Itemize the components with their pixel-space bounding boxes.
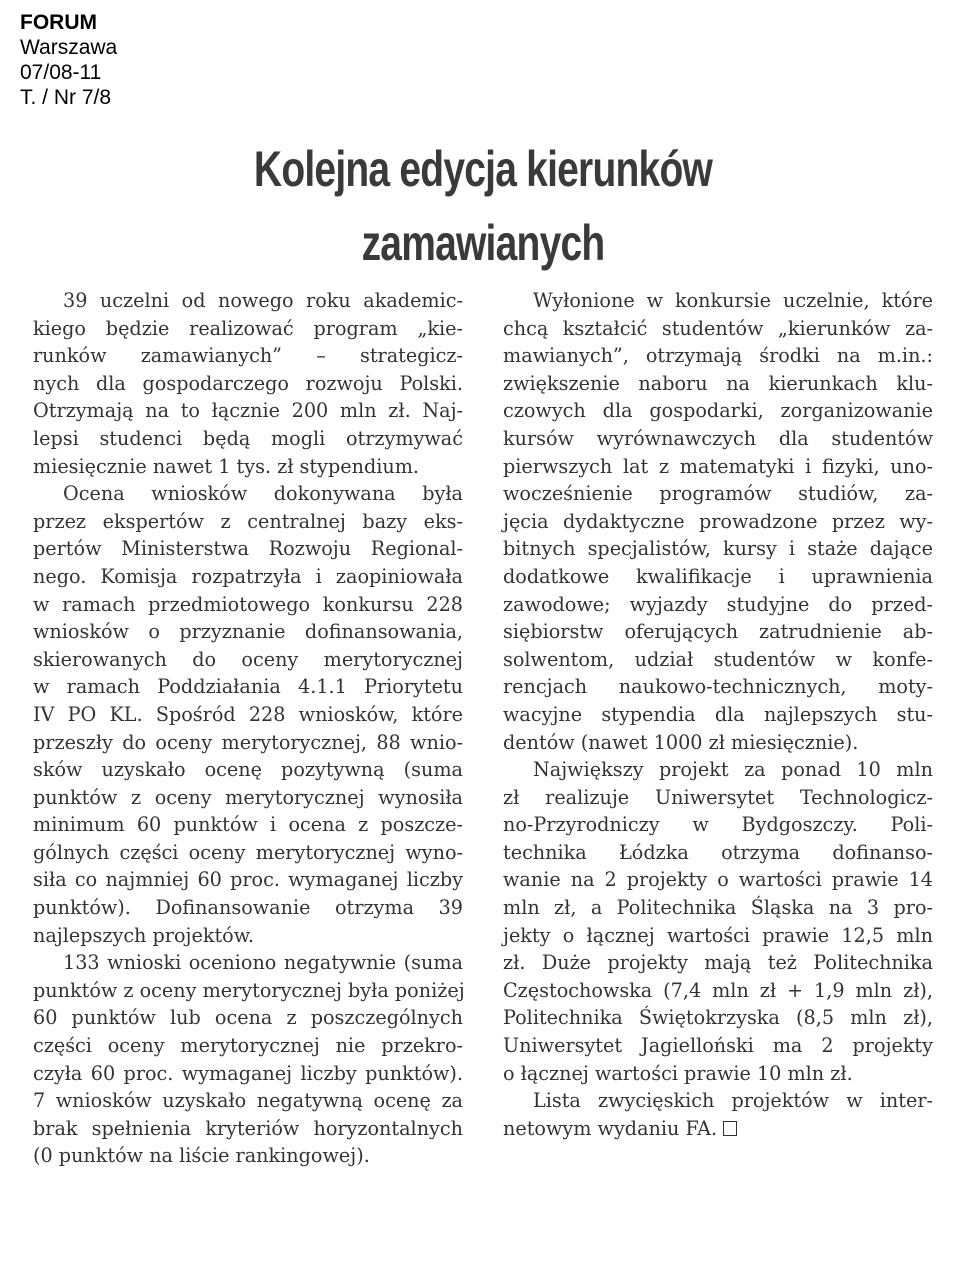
article-paragraph [33,949,463,1170]
text-line: solwentom, udział studentów w konfe- [503,647,933,671]
text-line: punktów z oceny merytorycznej wynosiła [33,785,463,809]
text-line: skierowanych do oceny merytorycznej [33,647,463,671]
publication-date: 07/08-11 [20,61,102,84]
text-line: Otrzymają na to łącznie 200 mln zł. Naj- [33,399,463,423]
text-line: zł realizuje Uniwersytet Technologicz- [503,785,933,809]
article-column-right [503,287,933,1142]
text-line: miesięcznie nawet 1 tys. zł stypendium. [33,454,420,478]
text-line: zawodowe; wyjazdy studyjne do przed- [503,592,933,616]
text-line: Największy projekt za ponad 10 mln [533,758,933,782]
text-line: kiego będzie realizować program „kie- [33,316,463,340]
text-line: punktów z oceny merytorycznej była poniżej [33,978,465,1002]
text-line: nych dla gospodarczego rozwoju Polski. [33,371,463,395]
text-line: kursów wyrównawczych dla studentów [503,426,933,450]
article-paragraph [503,756,933,1087]
text-line: czyła 60 proc. wymaganej liczby punktów). [33,1061,463,1085]
text-line: Ocena wniosków dokonywana była [63,482,463,506]
text-line: minimum 60 punktów i ocena z poszcze- [33,813,463,837]
publication-issue: T. / Nr 7/8 [20,86,112,109]
text-line: wocześnienie programów studiów, za- [503,482,933,506]
text-line: dentów (nawet 1000 zł miesięcznie). [503,730,859,754]
text-line: sków uzyskało ocenę pozytywną (suma [33,758,463,782]
text-line: nego. Komisja rozpatrzyła i zaopiniowała [33,564,463,588]
text-line: 7 wniosków uzyskało negatywną ocenę za [33,1089,463,1113]
text-line: dodatkowe kwalifikacje i uprawnienia [503,564,933,588]
text-line: Uniwersytet Jagielloński ma 2 projekty [503,1034,933,1058]
text-line: zł. Duże projekty mają też Politechnika [503,951,933,975]
publication-name: FORUM [20,11,97,34]
text-line: najlepszych projektów. [33,923,254,947]
text-line: mawianych”, otrzymają środki na m.in.: [503,344,933,368]
text-line: czowych dla gospodarki, zorganizowanie [503,399,933,423]
text-line: jęcia dydaktyczne prowadzone przez wy- [503,509,933,533]
text-line: 60 punktów lub ocena z poszczególnych [33,1006,463,1030]
text-line: pierwszych lat z matematyki i fizyki, uno- [503,454,933,478]
text-line: brak spełnienia kryteriów horyzontalnych [33,1116,463,1140]
headline-line: Kolejna edycja kierunków [253,141,713,197]
text-line: gólnych części oceny merytorycznej wyno- [33,840,463,864]
text-line: wacyjne stypendia dla najlepszych stu- [503,702,933,726]
text-line: Lista zwycięskich projektów w inter- [533,1089,933,1113]
article-paragraph [503,1087,933,1142]
text-line: w ramach przedmiotowego konkursu 228 [33,592,463,616]
headline-line: zamawianych [361,215,605,271]
text-line: (0 punktów na liście rankingowej). [33,1144,370,1168]
article-column-left [33,287,463,1170]
text-line: wniosków o przyznanie dofinansowania, [33,620,463,644]
text-line: no-Przyrodniczy w Bydgoszczy. Poli- [503,813,933,837]
text-line: Politechnika Świętokrzyska (8,5 mln zł), [503,1006,933,1030]
source-info [20,10,117,110]
text-line: Częstochowska (7,4 mln zł + 1,9 mln zł), [503,978,933,1002]
end-of-article-square-icon [723,1121,737,1136]
text-line: 39 uczelni od nowego roku akademic- [63,289,463,312]
text-line: jekty o łącznej wartości prawie 12,5 mln [503,923,933,947]
text-line: technika Łódzka otrzyma dofinanso- [503,840,933,864]
text-line: Wyłonione w konkursie uczelnie, które [533,289,933,312]
text-line: pertów Ministerstwa Rozwoju Regional- [33,537,463,561]
article-paragraph [33,287,463,480]
text-line: mln zł, a Politechnika Śląska na 3 pro- [503,896,933,920]
text-line: punktów). Dofinansowanie otrzyma 39 [33,896,463,920]
text-line: runków zamawianych” – strategicz- [33,344,463,368]
text-line: bitnych specjalistów, kursy i staże dające [503,537,933,561]
text-line: netowym wydaniu FA. [503,1115,933,1143]
text-line: w ramach Poddziałania 4.1.1 Priorytetu [33,675,463,699]
article-paragraph [33,480,463,949]
text-line: zwiększenie naboru na kierunkach klu- [503,371,933,395]
text-line: części oceny merytorycznej nie przekro- [33,1034,463,1058]
text-line: IV PO KL. Spośród 228 wniosków, które [33,702,463,726]
text-line: siębiorstw oferujących zatrudnienie ab- [503,620,933,644]
article-paragraph [503,287,933,756]
publication-city: Warszawa [20,36,118,59]
text-line: rencjach naukowo-technicznych, moty- [503,675,933,699]
text-line: przeszły do oceny merytorycznej, 88 wnio- [33,730,463,754]
text-line: przez ekspertów z centralnej bazy eks- [33,509,463,533]
article-headline [106,132,859,280]
text-line: wanie na 2 projekty o wartości prawie 14 [503,868,933,892]
text-line: o łącznej wartości prawie 10 mln zł. [503,1061,853,1085]
text-line: 133 wnioski oceniono negatywnie (suma [63,951,463,975]
text-line: chcą kształcić studentów „kierunków za- [503,316,933,340]
text-line: siła co najmniej 60 proc. wymaganej liczby [33,868,463,892]
text-line: lepsi studenci będą mogli otrzymywać [33,426,463,450]
